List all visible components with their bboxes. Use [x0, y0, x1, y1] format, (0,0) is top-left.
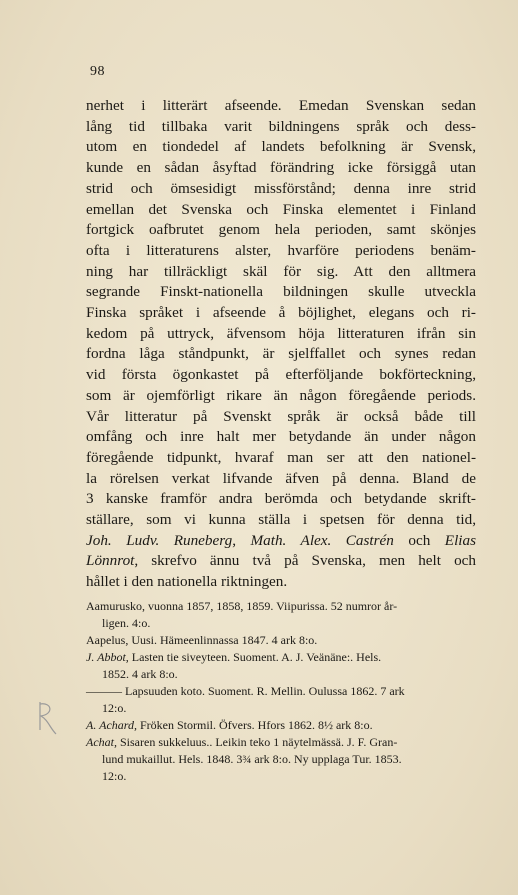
- body-line: Finska språket i afseende å böjlighet, elegans och ri-: [86, 304, 476, 322]
- body-line: kedom på uttryck, äfvensom höja litteraturen ifrån sin: [86, 324, 476, 342]
- body-line-rest: , skrefvo ännu två på Svenska, men helt och: [134, 552, 476, 570]
- bib-line: Aapelus, Uusi. Hämeenlinnassa 1847. 4 ark 8:o.: [86, 633, 318, 647]
- bib-entry: [86, 598, 478, 632]
- body-line: segrande Finskt-nationella bildningen skulle utveckla: [86, 283, 476, 301]
- bib-entry: [86, 632, 478, 649]
- conjunction: och: [408, 531, 431, 549]
- bib-entry: [86, 734, 478, 785]
- bib-line: [86, 649, 478, 666]
- body-line: emellan det Svenska och Finska elementet i Finland: [86, 200, 476, 218]
- bib-author: A. Achard,: [86, 718, 137, 732]
- body-line-final: hållet i den nationella riktningen.: [86, 573, 288, 591]
- body-line: kunde en sådan åsyftad förändring icke försiggå utan: [86, 159, 476, 177]
- author-elias: Elias: [444, 531, 477, 549]
- bib-line: Aamurusko, vuonna 1857, 1858, 1859. Viipurissa. 52 numror år-: [86, 599, 398, 613]
- body-line: fortgick oafbrutet genom hela perioden, samt skönjes: [86, 221, 476, 239]
- bib-text: Lasten tie siveyteen. Suoment. A. J. Veänäne:. Hels.: [128, 650, 382, 664]
- bib-line: [86, 734, 478, 751]
- bib-author: Achat,: [86, 735, 117, 749]
- body-line: fordna låga ståndpunkt, är sjelffallet och synes redan: [86, 345, 476, 363]
- bib-line: 12:o.: [102, 701, 127, 715]
- body-line: föregående tidpunkt, hvaraf man ser att den nationel-: [86, 448, 476, 466]
- bib-author: J. Abbot,: [86, 650, 129, 664]
- page-number: 98: [90, 64, 105, 79]
- body-line: 3 kanske framför andra berömda och betydande skrift-: [86, 490, 476, 508]
- body-line: ställare, som vi kunna ställa i spetsen för denna tid,: [86, 511, 476, 529]
- body-line: lång tid tillbaka varit bildningens språk och dess-: [86, 117, 476, 135]
- ditto-dash: ———: [86, 684, 122, 698]
- bib-text: Fröken Stormil. Öfvers. Hfors 1862. 8½ ark 8:o.: [137, 718, 373, 732]
- body-line: omfång och inre halt mer betydande än under någon: [86, 428, 476, 446]
- bib-line: lund mukaillut. Hels. 1848. 3¾ ark 8:o. Ny upplaga Tur. 1853.: [102, 752, 402, 766]
- body-line: la rörelsen verkat lifvande äfven på denna. Bland de: [86, 469, 476, 487]
- bib-text: Lapsuuden koto. Suoment. R. Mellin. Oulussa 1862. 7 ark: [122, 684, 405, 698]
- body-line: vid första ögonkastet på efterföljande bokförteckning,: [86, 366, 476, 384]
- body-line: [86, 551, 476, 572]
- author-lonnrot: Lönnrot: [86, 552, 135, 570]
- bib-line: ligen. 4:o.: [102, 616, 151, 630]
- bib-entry: [86, 717, 478, 734]
- body-line: nerhet i litterärt afseende. Emedan Svenskan sedan: [86, 97, 476, 114]
- bib-line: 1852. 4 ark 8:o.: [102, 667, 178, 681]
- bib-text: Sisaren sukkeluus.. Leikin teko 1 näytelmässä. J. F. Gran-: [117, 735, 398, 749]
- body-line: som är ojemförligt rikare än någon föregående periods.: [86, 386, 476, 404]
- body-paragraph: [86, 96, 476, 593]
- body-line: ofta i litteraturens alster, hvarföre periodens benäm-: [86, 241, 476, 259]
- bib-line: [86, 683, 478, 700]
- body-line: utom en tiondedel af landets befolkning är Svensk,: [86, 138, 476, 156]
- bib-line: [86, 717, 478, 734]
- bib-entry: [86, 649, 478, 683]
- pencil-mark-icon: [30, 700, 60, 736]
- body-line: Vår litteratur på Svenskt språk är också både till: [86, 407, 476, 425]
- bib-line: 12:o.: [102, 769, 127, 783]
- bib-entry: [86, 683, 478, 717]
- body-line-authors: Joh. Ludv. Runeberg, Math. Alex. Castrén och Elias: [86, 531, 477, 549]
- body-line: strid och ömsesidigt missförstånd; denna inre strid: [86, 179, 476, 197]
- author-runeberg: Joh. Ludv. Runeberg: [86, 531, 233, 549]
- bibliography: [86, 598, 478, 785]
- author-castren: Math. Alex. Castrén: [250, 531, 394, 549]
- body-line: ning har tillräckligt skäl för sig. Att den alltmera: [86, 262, 476, 280]
